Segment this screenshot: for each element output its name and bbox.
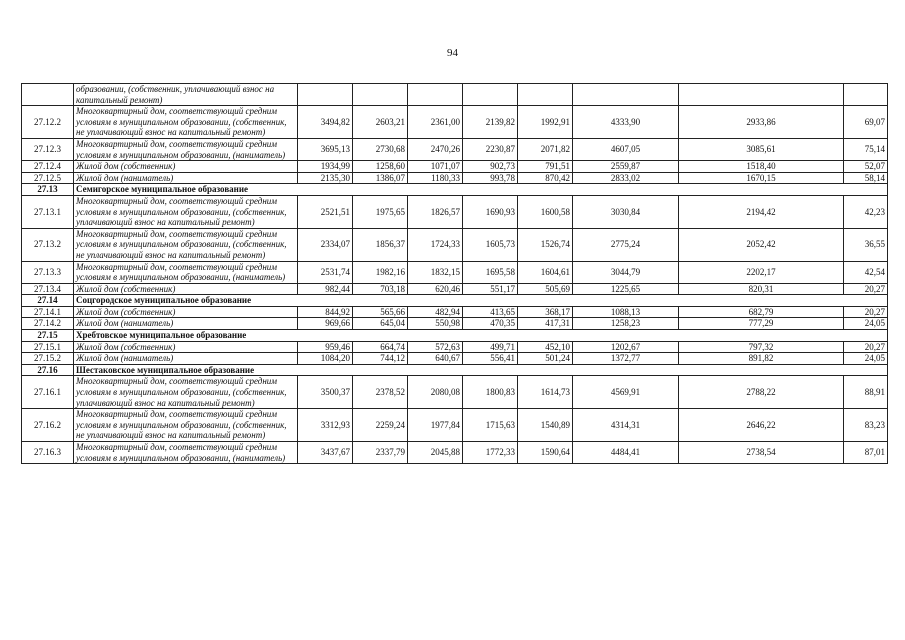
value-cell: 88,91 bbox=[844, 376, 888, 409]
row-code: 27.13.4 bbox=[22, 283, 74, 295]
table-row bbox=[22, 376, 888, 409]
value-cell: 682,79 bbox=[679, 306, 844, 318]
value-cell: 2202,17 bbox=[679, 261, 844, 283]
row-code: 27.16.1 bbox=[22, 376, 74, 409]
value-cell: 664,74 bbox=[353, 341, 408, 353]
value-cell: 1518,40 bbox=[679, 161, 844, 173]
value-cell: 2071,82 bbox=[518, 138, 573, 160]
value-cell: 2194,42 bbox=[679, 195, 844, 228]
value-cell: 797,32 bbox=[679, 341, 844, 353]
value-cell: 2646,22 bbox=[679, 409, 844, 442]
value-cell bbox=[679, 84, 844, 106]
table-row bbox=[22, 106, 888, 139]
value-cell: 2788,22 bbox=[679, 376, 844, 409]
value-cell: 4607,05 bbox=[573, 138, 679, 160]
value-cell: 24,05 bbox=[844, 353, 888, 365]
value-cell: 501,24 bbox=[518, 353, 573, 365]
section-title: Шестаковское муниципальное образование bbox=[74, 364, 888, 376]
table-row bbox=[22, 318, 888, 330]
value-cell: 2337,79 bbox=[353, 442, 408, 464]
value-cell: 2521,51 bbox=[298, 195, 353, 228]
value-cell: 993,78 bbox=[463, 172, 518, 184]
table-row bbox=[22, 261, 888, 283]
row-code: 27.13.3 bbox=[22, 261, 74, 283]
value-cell: 3695,13 bbox=[298, 138, 353, 160]
value-cell: 2559,87 bbox=[573, 161, 679, 173]
value-cell: 1372,77 bbox=[573, 353, 679, 365]
value-cell: 2833,02 bbox=[573, 172, 679, 184]
value-cell: 820,31 bbox=[679, 283, 844, 295]
row-code: 27.13.1 bbox=[22, 195, 74, 228]
row-description: Многоквартирный дом, соответствующий средним условиям в муниципальном образовании, (собственник, не уплачивающий взнос на капитальный ремонт) bbox=[74, 106, 298, 139]
section-code: 27.15 bbox=[22, 330, 74, 342]
value-cell: 2139,82 bbox=[463, 106, 518, 139]
tariff-table bbox=[21, 83, 888, 464]
value-cell bbox=[408, 84, 463, 106]
value-cell: 902,73 bbox=[463, 161, 518, 173]
value-cell: 3500,37 bbox=[298, 376, 353, 409]
value-cell: 2052,42 bbox=[679, 228, 844, 261]
row-description: Жилой дом (наниматель) bbox=[74, 318, 298, 330]
value-cell: 791,51 bbox=[518, 161, 573, 173]
value-cell: 1590,64 bbox=[518, 442, 573, 464]
value-cell: 1982,16 bbox=[353, 261, 408, 283]
row-description: Многоквартирный дом, соответствующий средним условиям в муниципальном образовании, (наниматель) bbox=[74, 261, 298, 283]
row-code: 27.14.1 bbox=[22, 306, 74, 318]
value-cell: 24,05 bbox=[844, 318, 888, 330]
value-cell bbox=[573, 84, 679, 106]
value-cell: 69,07 bbox=[844, 106, 888, 139]
value-cell: 2361,00 bbox=[408, 106, 463, 139]
row-description: Многоквартирный дом, соответствующий средним условиям в муниципальном образовании, (собственник, не уплачивающий взнос на капитальный ремонт) bbox=[74, 409, 298, 442]
value-cell: 1605,73 bbox=[463, 228, 518, 261]
table-row bbox=[22, 228, 888, 261]
value-cell: 42,23 bbox=[844, 195, 888, 228]
table-row bbox=[22, 138, 888, 160]
row-code: 27.12.5 bbox=[22, 172, 74, 184]
value-cell: 3312,93 bbox=[298, 409, 353, 442]
row-code: 27.16.3 bbox=[22, 442, 74, 464]
row-description: Жилой дом (собственник) bbox=[74, 161, 298, 173]
value-cell: 87,01 bbox=[844, 442, 888, 464]
value-cell: 2230,87 bbox=[463, 138, 518, 160]
row-code: 27.12.2 bbox=[22, 106, 74, 139]
row-description: Жилой дом (собственник) bbox=[74, 306, 298, 318]
value-cell: 1540,89 bbox=[518, 409, 573, 442]
row-description: Многоквартирный дом, соответствующий средним условиям в муниципальном образовании, (наниматель) bbox=[74, 442, 298, 464]
value-cell: 1225,65 bbox=[573, 283, 679, 295]
value-cell: 620,46 bbox=[408, 283, 463, 295]
row-description: Многоквартирный дом, соответствующий средним условиям в муниципальном образовании, (собственник, уплачивающий взнос на капитальный ремонт) bbox=[74, 195, 298, 228]
value-cell: 58,14 bbox=[844, 172, 888, 184]
row-description: Жилой дом (собственник) bbox=[74, 283, 298, 295]
value-cell: 703,18 bbox=[353, 283, 408, 295]
row-description: Жилой дом (собственник) bbox=[74, 341, 298, 353]
table-row bbox=[22, 341, 888, 353]
value-cell: 452,10 bbox=[518, 341, 573, 353]
row-description: Многоквартирный дом, соответствующий средним условиям в муниципальном образовании, (собственник, не уплачивающий взнос на капитальный ремонт) bbox=[74, 228, 298, 261]
section-header-row bbox=[22, 184, 888, 196]
row-code: 27.15.1 bbox=[22, 341, 74, 353]
value-cell: 1690,93 bbox=[463, 195, 518, 228]
value-cell: 2933,86 bbox=[679, 106, 844, 139]
value-cell: 2259,24 bbox=[353, 409, 408, 442]
value-cell: 2378,52 bbox=[353, 376, 408, 409]
value-cell: 556,41 bbox=[463, 353, 518, 365]
value-cell: 75,14 bbox=[844, 138, 888, 160]
value-cell: 1992,91 bbox=[518, 106, 573, 139]
value-cell: 1084,20 bbox=[298, 353, 353, 365]
value-cell: 1724,33 bbox=[408, 228, 463, 261]
value-cell: 20,27 bbox=[844, 283, 888, 295]
value-cell: 2080,08 bbox=[408, 376, 463, 409]
value-cell: 959,46 bbox=[298, 341, 353, 353]
page-number: 94 bbox=[447, 47, 458, 59]
section-header-row bbox=[22, 364, 888, 376]
value-cell: 1604,61 bbox=[518, 261, 573, 283]
value-cell: 2730,68 bbox=[353, 138, 408, 160]
value-cell: 565,66 bbox=[353, 306, 408, 318]
value-cell: 891,82 bbox=[679, 353, 844, 365]
table-row bbox=[22, 84, 888, 106]
value-cell: 470,35 bbox=[463, 318, 518, 330]
value-cell bbox=[518, 84, 573, 106]
section-header-row bbox=[22, 330, 888, 342]
row-description: образовании, (собственник, уплачивающий взнос на капитальный ремонт) bbox=[74, 84, 298, 106]
value-cell: 572,63 bbox=[408, 341, 463, 353]
row-code: 27.14.2 bbox=[22, 318, 74, 330]
value-cell: 4484,41 bbox=[573, 442, 679, 464]
value-cell: 1856,37 bbox=[353, 228, 408, 261]
value-cell: 645,04 bbox=[353, 318, 408, 330]
value-cell: 83,23 bbox=[844, 409, 888, 442]
table-row bbox=[22, 283, 888, 295]
row-code: 27.12.3 bbox=[22, 138, 74, 160]
value-cell: 3030,84 bbox=[573, 195, 679, 228]
value-cell: 1071,07 bbox=[408, 161, 463, 173]
section-title: Хребтовское муниципальное образование bbox=[74, 330, 888, 342]
value-cell: 20,27 bbox=[844, 306, 888, 318]
value-cell: 640,67 bbox=[408, 353, 463, 365]
value-cell: 52,07 bbox=[844, 161, 888, 173]
section-code: 27.13 bbox=[22, 184, 74, 196]
value-cell: 550,98 bbox=[408, 318, 463, 330]
value-cell: 36,55 bbox=[844, 228, 888, 261]
value-cell: 1088,13 bbox=[573, 306, 679, 318]
table-row bbox=[22, 409, 888, 442]
value-cell: 4333,90 bbox=[573, 106, 679, 139]
value-cell: 844,92 bbox=[298, 306, 353, 318]
value-cell: 2135,30 bbox=[298, 172, 353, 184]
value-cell: 4314,31 bbox=[573, 409, 679, 442]
value-cell: 499,71 bbox=[463, 341, 518, 353]
value-cell: 3494,82 bbox=[298, 106, 353, 139]
value-cell bbox=[844, 84, 888, 106]
value-cell: 3085,61 bbox=[679, 138, 844, 160]
value-cell: 1386,07 bbox=[353, 172, 408, 184]
value-cell: 482,94 bbox=[408, 306, 463, 318]
value-cell: 1526,74 bbox=[518, 228, 573, 261]
value-cell: 1800,83 bbox=[463, 376, 518, 409]
row-code: 27.15.2 bbox=[22, 353, 74, 365]
value-cell: 1202,67 bbox=[573, 341, 679, 353]
value-cell: 2470,26 bbox=[408, 138, 463, 160]
value-cell: 3044,79 bbox=[573, 261, 679, 283]
value-cell: 20,27 bbox=[844, 341, 888, 353]
row-description: Многоквартирный дом, соответствующий средним условиям в муниципальном образовании, (собственник, уплачивающий взнос на капитальный ремонт) bbox=[74, 376, 298, 409]
row-description: Жилой дом (наниматель) bbox=[74, 172, 298, 184]
value-cell: 1832,15 bbox=[408, 261, 463, 283]
section-code: 27.16 bbox=[22, 364, 74, 376]
value-cell: 2531,74 bbox=[298, 261, 353, 283]
value-cell: 1258,60 bbox=[353, 161, 408, 173]
value-cell bbox=[463, 84, 518, 106]
value-cell: 1600,58 bbox=[518, 195, 573, 228]
table-row bbox=[22, 442, 888, 464]
value-cell: 2045,88 bbox=[408, 442, 463, 464]
row-code: 27.13.2 bbox=[22, 228, 74, 261]
value-cell: 2334,07 bbox=[298, 228, 353, 261]
value-cell: 1975,65 bbox=[353, 195, 408, 228]
value-cell: 368,17 bbox=[518, 306, 573, 318]
value-cell: 1614,73 bbox=[518, 376, 573, 409]
value-cell: 1180,33 bbox=[408, 172, 463, 184]
row-code: 27.12.4 bbox=[22, 161, 74, 173]
value-cell: 1772,33 bbox=[463, 442, 518, 464]
value-cell bbox=[353, 84, 408, 106]
value-cell bbox=[298, 84, 353, 106]
value-cell: 551,17 bbox=[463, 283, 518, 295]
value-cell: 982,44 bbox=[298, 283, 353, 295]
table-row bbox=[22, 306, 888, 318]
value-cell: 4569,91 bbox=[573, 376, 679, 409]
value-cell: 870,42 bbox=[518, 172, 573, 184]
section-code: 27.14 bbox=[22, 295, 74, 307]
row-code: 27.16.2 bbox=[22, 409, 74, 442]
value-cell: 42,54 bbox=[844, 261, 888, 283]
row-description: Жилой дом (наниматель) bbox=[74, 353, 298, 365]
value-cell: 969,66 bbox=[298, 318, 353, 330]
value-cell: 1695,58 bbox=[463, 261, 518, 283]
section-title: Соцгородское муниципальное образование bbox=[74, 295, 888, 307]
value-cell: 1826,57 bbox=[408, 195, 463, 228]
value-cell: 2738,54 bbox=[679, 442, 844, 464]
value-cell: 2603,21 bbox=[353, 106, 408, 139]
value-cell: 1670,15 bbox=[679, 172, 844, 184]
value-cell: 1258,23 bbox=[573, 318, 679, 330]
value-cell: 744,12 bbox=[353, 353, 408, 365]
value-cell: 3437,67 bbox=[298, 442, 353, 464]
value-cell: 2775,24 bbox=[573, 228, 679, 261]
value-cell: 505,69 bbox=[518, 283, 573, 295]
value-cell: 413,65 bbox=[463, 306, 518, 318]
value-cell: 1715,63 bbox=[463, 409, 518, 442]
table-row bbox=[22, 161, 888, 173]
table-row bbox=[22, 353, 888, 365]
table-row bbox=[22, 195, 888, 228]
value-cell: 1934,99 bbox=[298, 161, 353, 173]
row-code bbox=[22, 84, 74, 106]
table-row bbox=[22, 172, 888, 184]
row-description: Многоквартирный дом, соответствующий средним условиям в муниципальном образовании, (наниматель) bbox=[74, 138, 298, 160]
value-cell: 777,29 bbox=[679, 318, 844, 330]
value-cell: 1977,84 bbox=[408, 409, 463, 442]
section-title: Семигорское муниципальное образование bbox=[74, 184, 888, 196]
value-cell: 417,31 bbox=[518, 318, 573, 330]
section-header-row bbox=[22, 295, 888, 307]
